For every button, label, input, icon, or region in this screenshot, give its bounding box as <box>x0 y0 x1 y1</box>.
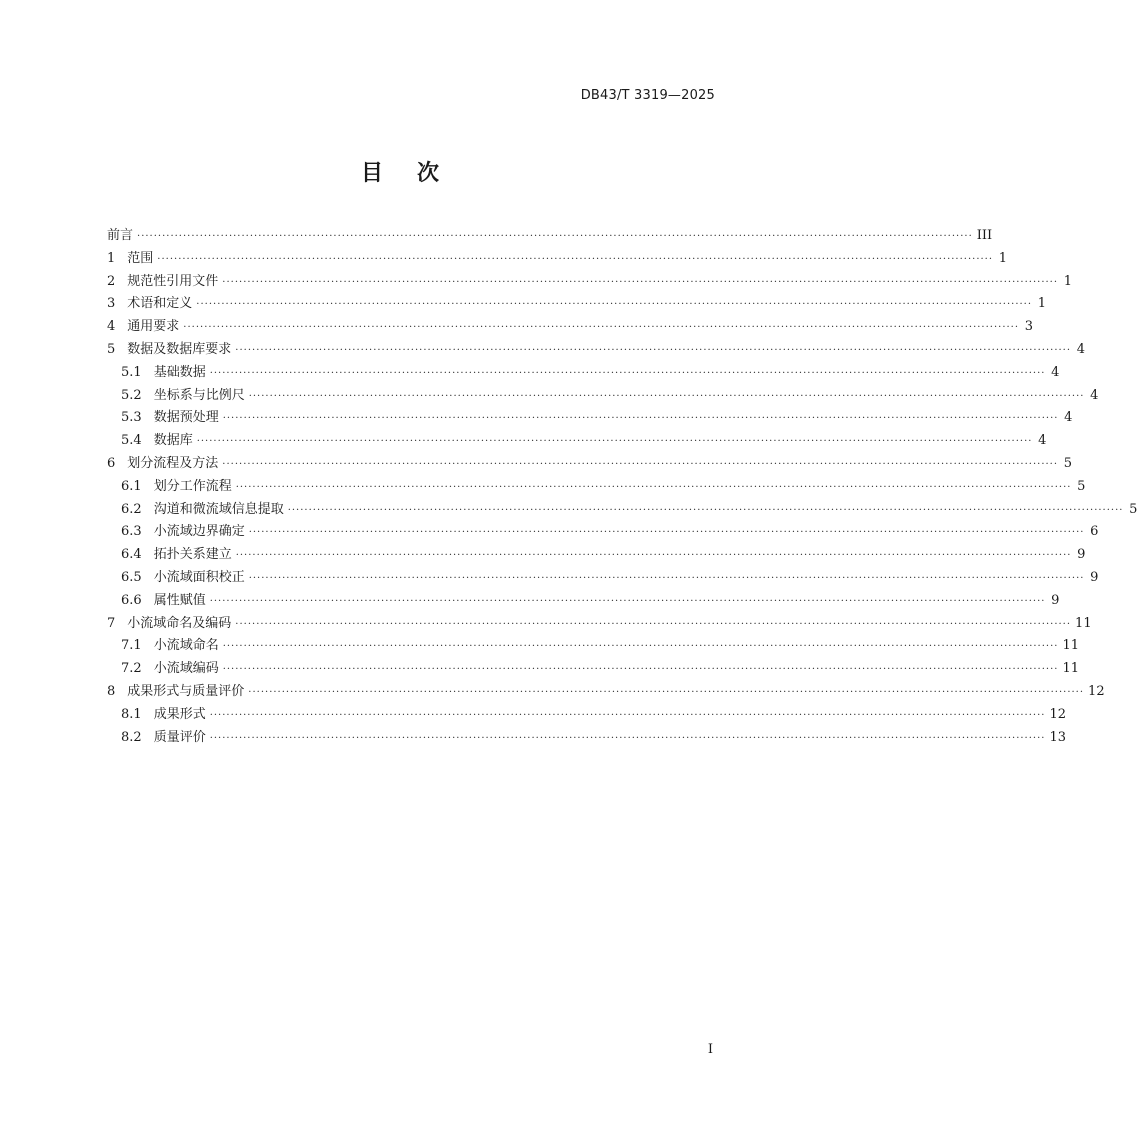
toc-entry-page: 1 <box>1063 273 1073 289</box>
footer-page-number: I <box>707 1042 713 1057</box>
toc-entry-number: 7.1 <box>121 638 142 654</box>
toc-entry-number: 6.6 <box>121 592 142 608</box>
toc-entry[interactable] <box>107 429 1047 452</box>
toc-entry[interactable] <box>107 703 1066 726</box>
toc-entry-label: 拓扑关系建立 <box>153 547 232 563</box>
toc-entry-number: 6.3 <box>121 524 142 540</box>
toc-entry-page: 4 <box>1076 341 1086 357</box>
toc-entry-page: 4 <box>1038 433 1047 449</box>
toc-entry-page: 11 <box>1062 661 1079 677</box>
toc-leader-dots: ········································································································································································································ <box>222 641 1059 653</box>
toc-entry[interactable] <box>107 680 1105 703</box>
toc-entry-number: 2 <box>107 273 116 289</box>
toc-leader-dots: ········································································································································································································ <box>209 709 1046 721</box>
toc-leader-dots: ········································································································································································································ <box>137 231 973 242</box>
toc-leader-dots: ········································································································································································································ <box>222 276 1059 288</box>
toc-entry[interactable] <box>107 384 1099 407</box>
toc-entry[interactable] <box>107 361 1060 384</box>
toc-entry[interactable] <box>107 224 993 247</box>
toc-entry-page: 11 <box>1075 615 1092 631</box>
toc-entry-page: 1 <box>998 250 1008 266</box>
toc-leader-dots: ········································································································································································································ <box>248 686 1085 698</box>
toc-entry-number: 7.2 <box>121 661 142 677</box>
toc-entry[interactable] <box>107 315 1034 338</box>
toc-entry-number: 6.4 <box>121 547 142 563</box>
toc-entry-label: 数据及数据库要求 <box>127 341 232 357</box>
toc-entry-number: 6.1 <box>121 478 142 494</box>
toc-entry-label: 质量评价 <box>153 729 206 745</box>
toc-entry[interactable] <box>107 247 1008 270</box>
toc-entry-number: 6.2 <box>121 501 142 517</box>
toc-leader-dots: ········································································································································································································ <box>235 550 1072 562</box>
toc-entry-page: 12 <box>1088 683 1105 699</box>
toc-entry-page: 3 <box>1024 319 1034 335</box>
toc-entry-label: 小流域编码 <box>153 661 219 677</box>
toc-entry-page: III <box>976 228 993 243</box>
toc-entry-number: 7 <box>107 615 116 631</box>
toc-leader-dots: ········································································································································································································ <box>235 481 1072 493</box>
toc-entry-label: 前言 <box>107 228 134 243</box>
toc-entry-number: 3 <box>107 296 116 312</box>
toc-leader-dots: ········································································································································································································ <box>222 413 1059 425</box>
toc-entry-number: 6 <box>107 455 116 471</box>
toc-entry-label: 数据预处理 <box>153 410 219 426</box>
toc-entry[interactable] <box>107 406 1073 429</box>
toc-leader-dots: ········································································································································································································ <box>248 527 1085 539</box>
toc-entry-page: 11 <box>1062 638 1079 654</box>
toc-entry-label: 坐标系与比例尺 <box>153 387 245 403</box>
toc-entry-number: 6.5 <box>121 569 142 585</box>
toc-entry-label: 小流域命名 <box>153 638 219 654</box>
toc-entry-page: 4 <box>1064 410 1073 426</box>
toc-entry-page: 13 <box>1049 729 1066 745</box>
toc-entry[interactable] <box>107 543 1086 566</box>
toc-entry[interactable] <box>107 566 1099 589</box>
toc-entry-number: 1 <box>107 250 116 266</box>
toc-entry-number: 8 <box>107 683 116 699</box>
toc-entry[interactable] <box>107 634 1079 657</box>
toc-leader-dots: ········································································································································································································ <box>287 504 1124 516</box>
toc-leader-dots: ········································································································································································································ <box>235 618 1072 630</box>
toc-entry-number: 5.1 <box>121 364 142 380</box>
toc-entry[interactable] <box>107 452 1073 475</box>
toc-entry-number: 5.2 <box>121 387 142 403</box>
toc-entry[interactable] <box>107 612 1092 635</box>
toc-entry[interactable] <box>107 657 1079 680</box>
toc-leader-dots: ········································································································································································································ <box>196 299 1033 311</box>
toc-entry-number: 4 <box>107 319 116 335</box>
toc-entry-label: 小流域面积校正 <box>153 569 245 585</box>
toc-leader-dots: ········································································································································································································ <box>235 344 1072 356</box>
toc-entry-label: 沟道和微流域信息提取 <box>153 501 284 517</box>
toc-entry-page: 6 <box>1090 524 1099 540</box>
toc-entry-page: 9 <box>1090 569 1099 585</box>
toc-entry-label: 划分流程及方法 <box>127 455 219 471</box>
toc-entry-number: 5.4 <box>121 433 142 449</box>
toc-leader-dots: ········································································································································································································ <box>222 458 1059 470</box>
page-title: 目次 <box>360 161 473 186</box>
toc-entry-page: 4 <box>1090 387 1099 403</box>
toc-leader-dots: ········································································································································································································ <box>248 390 1085 402</box>
toc-entry-label: 术语和定义 <box>127 296 193 312</box>
toc-leader-dots: ········································································································································································································ <box>209 732 1046 744</box>
toc-entry-page: 4 <box>1051 364 1060 380</box>
toc-entry[interactable] <box>107 338 1086 361</box>
toc-entry-number: 5.3 <box>121 410 142 426</box>
toc-leader-dots: ········································································································································································································ <box>157 253 994 265</box>
toc-entry-number: 5 <box>107 341 116 357</box>
toc-entry-label: 小流域边界确定 <box>153 524 245 540</box>
toc-entry-label: 小流域命名及编码 <box>127 615 232 631</box>
toc-entry[interactable] <box>107 726 1066 749</box>
toc-leader-dots: ········································································································································································································ <box>248 572 1085 584</box>
toc-entry-label: 基础数据 <box>153 364 206 380</box>
toc-entry[interactable] <box>107 520 1099 543</box>
toc-entry-page: 5 <box>1129 501 1137 517</box>
toc-entry-label: 成果形式与质量评价 <box>127 683 245 699</box>
toc-leader-dots: ········································································································································································································ <box>222 664 1059 676</box>
toc-entry[interactable] <box>107 270 1073 293</box>
toc-entry-page: 5 <box>1063 455 1073 471</box>
toc-entry-page: 5 <box>1077 478 1086 494</box>
toc-entry[interactable] <box>107 498 1137 521</box>
toc-leader-dots: ········································································································································································································ <box>209 367 1046 379</box>
toc-entry-label: 划分工作流程 <box>153 478 232 494</box>
toc-leader-dots: ········································································································································································································ <box>209 595 1046 607</box>
toc-entry-label: 数据库 <box>153 433 193 449</box>
toc-entry-label: 通用要求 <box>127 319 180 335</box>
toc-leader-dots: ········································································································································································································ <box>196 436 1033 448</box>
toc-entry-number: 8.1 <box>121 706 142 722</box>
toc-entry-label: 成果形式 <box>153 706 206 722</box>
toc-entry-page: 1 <box>1037 296 1047 312</box>
toc-entry-number: 8.2 <box>121 729 142 745</box>
toc-entry[interactable] <box>107 475 1086 498</box>
toc-entry-label: 规范性引用文件 <box>127 273 219 289</box>
toc-entry-page: 12 <box>1049 706 1066 722</box>
toc-entry-page: 9 <box>1051 592 1060 608</box>
table-of-contents <box>107 224 1137 748</box>
toc-entry-label: 属性赋值 <box>153 592 206 608</box>
toc-entry[interactable] <box>107 589 1060 612</box>
toc-entry[interactable] <box>107 292 1047 315</box>
toc-leader-dots: ········································································································································································································ <box>183 322 1020 334</box>
toc-entry-label: 范围 <box>127 250 154 266</box>
document-code: DB43/T 3319—2025 <box>580 88 715 103</box>
toc-entry-page: 9 <box>1077 547 1086 563</box>
